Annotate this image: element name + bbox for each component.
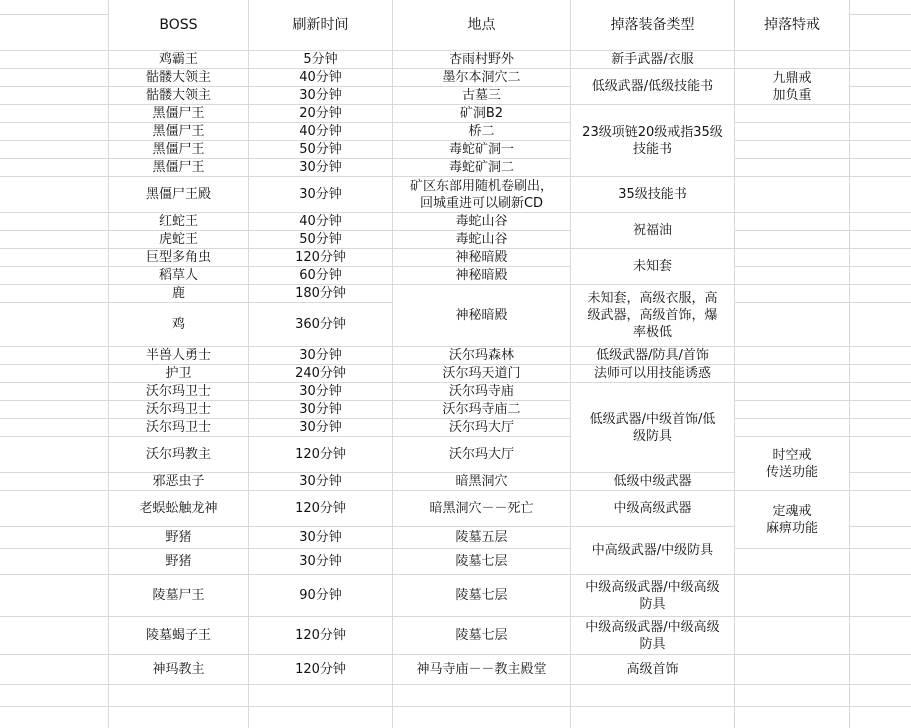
drop-equipment-cell[interactable]: 未知套，高级衣服，高 级武器，高级首饰，爆 率极低 [571,285,734,346]
drop-equipment-cell[interactable]: 中级高级武器/中级高级 防具 [571,575,734,616]
drop-equipment-cell[interactable]: 祝福油 [571,213,734,248]
boss-name-cell[interactable]: 沃尔玛卫士 [109,383,248,400]
refresh-time-cell[interactable]: 30分钟 [249,549,392,574]
boss-name-cell[interactable]: 黑僵尸王殿 [109,177,248,212]
refresh-time-cell[interactable]: 60分钟 [249,267,392,284]
location-cell[interactable]: 陵墓七层 [393,549,570,574]
location-cell[interactable]: 暗黑洞穴 [393,473,570,490]
boss-name-cell[interactable]: 邪恶虫子 [109,473,248,490]
location-cell[interactable]: 神秘暗殿 [393,249,570,266]
location-cell[interactable]: 矿洞B2 [393,105,570,122]
boss-name-cell[interactable]: 沃尔玛卫士 [109,401,248,418]
boss-name-cell[interactable]: 半兽人勇士 [109,347,248,364]
drop-equipment-cell[interactable]: 法师可以用技能诱惑 [571,365,734,382]
location-cell[interactable]: 矿区东部用随机卷刷出， 回城重进可以刷新CD [393,177,570,212]
boss-name-cell[interactable]: 骷髅大领主 [109,87,248,104]
location-cell[interactable]: 古墓三 [393,87,570,104]
refresh-time-cell[interactable]: 40分钟 [249,213,392,230]
boss-name-cell[interactable]: 陵墓蝎子王 [109,617,248,654]
refresh-time-cell[interactable]: 30分钟 [249,87,392,104]
drop-equipment-cell[interactable]: 中级高级武器/中级高级 防具 [571,617,734,654]
refresh-time-cell[interactable]: 30分钟 [249,177,392,212]
drop-equipment-cell[interactable]: 低级武器/中级首饰/低 级防具 [571,383,734,472]
drop-equipment-cell[interactable]: 中高级武器/中级防具 [571,527,734,574]
header-drop-equipment[interactable]: 掉落装备类型 [571,1,734,50]
refresh-time-cell[interactable]: 120分钟 [249,655,392,684]
refresh-time-cell[interactable]: 50分钟 [249,141,392,158]
drop-ring-cell[interactable]: 时空戒 传送功能 [735,437,849,490]
grid-line-horizontal [0,706,911,707]
refresh-time-cell[interactable]: 30分钟 [249,383,392,400]
refresh-time-cell[interactable]: 240分钟 [249,365,392,382]
drop-ring-cell[interactable]: 定魂戒 麻痹功能 [735,491,849,548]
drop-equipment-cell[interactable]: 低级武器/防具/首饰 [571,347,734,364]
drop-equipment-cell[interactable]: 未知套 [571,249,734,284]
boss-name-cell[interactable]: 沃尔玛卫士 [109,419,248,436]
header-location[interactable]: 地点 [393,1,570,50]
refresh-time-cell[interactable]: 120分钟 [249,437,392,472]
refresh-time-cell[interactable]: 360分钟 [249,303,392,346]
boss-name-cell[interactable]: 鸡 [109,303,248,346]
location-cell[interactable]: 陵墓七层 [393,617,570,654]
boss-name-cell[interactable]: 鸡霸王 [109,51,248,68]
refresh-time-cell[interactable]: 50分钟 [249,231,392,248]
refresh-time-cell[interactable]: 30分钟 [249,473,392,490]
header-drop-ring[interactable]: 掉落特戒 [735,1,849,50]
location-cell[interactable]: 毒蛇山谷 [393,231,570,248]
boss-name-cell[interactable]: 骷髅大领主 [109,69,248,86]
location-cell[interactable]: 墨尔本洞穴二 [393,69,570,86]
drop-equipment-cell[interactable]: 低级武器/低级技能书 [571,69,734,104]
grid-line-horizontal [0,684,911,685]
boss-name-cell[interactable]: 野猪 [109,527,248,548]
boss-name-cell[interactable]: 黑僵尸王 [109,159,248,176]
refresh-time-cell[interactable]: 30分钟 [249,159,392,176]
refresh-time-cell[interactable]: 120分钟 [249,249,392,266]
drop-equipment-cell[interactable]: 低级中级武器 [571,473,734,490]
boss-name-cell[interactable]: 红蛇王 [109,213,248,230]
drop-equipment-cell[interactable]: 35级技能书 [571,177,734,212]
location-cell[interactable]: 沃尔玛大厅 [393,419,570,436]
location-cell[interactable]: 沃尔玛天道门 [393,365,570,382]
location-cell[interactable]: 桥二 [393,123,570,140]
boss-name-cell[interactable]: 黑僵尸王 [109,141,248,158]
location-cell[interactable]: 神秘暗殿 [393,285,570,346]
refresh-time-cell[interactable]: 180分钟 [249,285,392,302]
refresh-time-cell[interactable]: 120分钟 [249,491,392,526]
boss-name-cell[interactable]: 老蜈蚣触龙神 [109,491,248,526]
drop-equipment-cell[interactable]: 23级项链20级戒指35级 技能书 [571,105,734,176]
boss-name-cell[interactable]: 虎蛇王 [109,231,248,248]
boss-name-cell[interactable]: 黑僵尸王 [109,105,248,122]
location-cell[interactable]: 神马寺庙－－教主殿堂 [393,655,570,684]
location-cell[interactable]: 暗黑洞穴－－死亡 [393,491,570,526]
location-cell[interactable]: 毒蛇山谷 [393,213,570,230]
boss-name-cell[interactable]: 黑僵尸王 [109,123,248,140]
header-boss[interactable]: BOSS [109,1,248,50]
refresh-time-cell[interactable]: 30分钟 [249,419,392,436]
location-cell[interactable]: 毒蛇矿洞一 [393,141,570,158]
drop-equipment-cell[interactable]: 中级高级武器 [571,491,734,526]
refresh-time-cell[interactable]: 5分钟 [249,51,392,68]
header-refresh-time[interactable]: 刷新时间 [249,1,392,50]
refresh-time-cell[interactable]: 30分钟 [249,401,392,418]
location-cell[interactable]: 沃尔玛大厅 [393,437,570,472]
boss-name-cell[interactable]: 野猪 [109,549,248,574]
boss-name-cell[interactable]: 神玛教主 [109,655,248,684]
refresh-time-cell[interactable]: 120分钟 [249,617,392,654]
refresh-time-cell[interactable]: 40分钟 [249,69,392,86]
refresh-time-cell[interactable]: 30分钟 [249,347,392,364]
location-cell[interactable]: 陵墓七层 [393,575,570,616]
drop-equipment-cell[interactable]: 新手武器/衣服 [571,51,734,68]
refresh-time-cell[interactable]: 40分钟 [249,123,392,140]
boss-name-cell[interactable]: 护卫 [109,365,248,382]
location-cell[interactable]: 沃尔玛寺庙 [393,383,570,400]
boss-name-cell[interactable]: 稻草人 [109,267,248,284]
refresh-time-cell[interactable]: 20分钟 [249,105,392,122]
location-cell[interactable]: 陵墓五层 [393,527,570,548]
location-cell[interactable]: 沃尔玛寺庙二 [393,401,570,418]
boss-name-cell[interactable]: 陵墓尸王 [109,575,248,616]
location-cell[interactable]: 杏雨村野外 [393,51,570,68]
drop-ring-cell[interactable]: 九鼎戒 加负重 [735,69,849,104]
refresh-time-cell[interactable]: 90分钟 [249,575,392,616]
location-cell[interactable]: 神秘暗殿 [393,267,570,284]
drop-equipment-cell[interactable]: 高级首饰 [571,655,734,684]
refresh-time-cell[interactable]: 30分钟 [249,527,392,548]
boss-name-cell[interactable]: 巨型多角虫 [109,249,248,266]
boss-name-cell[interactable]: 鹿 [109,285,248,302]
location-cell[interactable]: 沃尔玛森林 [393,347,570,364]
location-cell[interactable]: 毒蛇矿洞二 [393,159,570,176]
boss-name-cell[interactable]: 沃尔玛教主 [109,437,248,472]
